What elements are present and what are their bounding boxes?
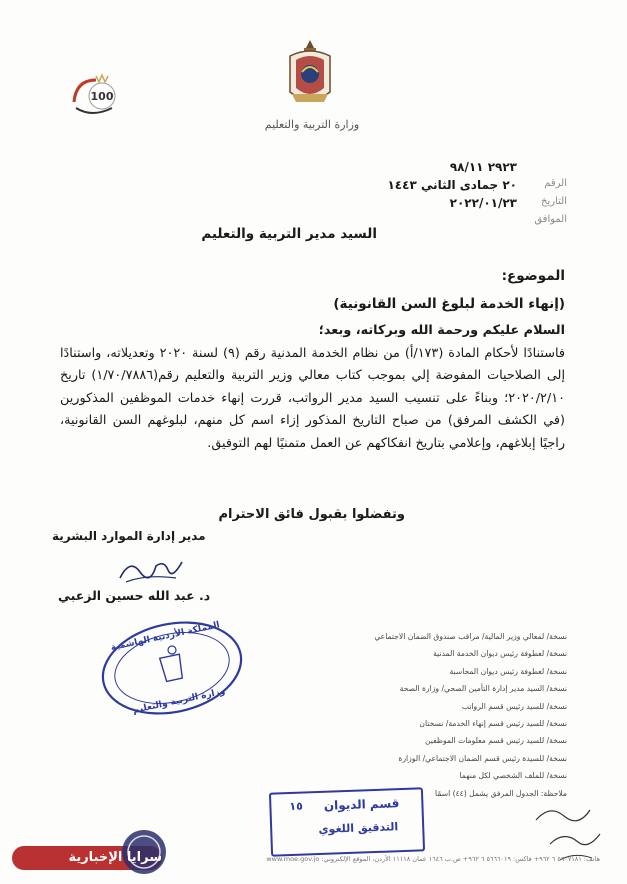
meta-date-row	[450, 196, 567, 210]
correspondence-label: الموافق	[534, 214, 567, 225]
cc-item: نسخة/ السيد مدير إدارة التأمين الصحي/ وزارة الصحة	[399, 684, 567, 694]
greeting: السلام عليكم ورحمة الله وبركاته، وبعد؛	[318, 323, 565, 338]
gregorian-date: ٢٠٢٢/٠١/٢٣	[449, 196, 517, 210]
addressee: السيد مدير التربية والتعليم	[201, 226, 377, 242]
centennial-number: 100	[90, 90, 114, 103]
cc-item: نسخة/ لمعالي وزير المالية/ مراقب صندوق الضمان الاجتماعي	[374, 632, 567, 641]
cc-item: نسخة/ للسيد رئيس قسم معلومات الموظفين	[425, 736, 567, 746]
diwan-stamp	[269, 787, 425, 856]
diwan-stamp-line2: التدقيق اللغوي	[318, 820, 399, 836]
number-label: الرقم	[544, 178, 567, 189]
cc-item: نسخة/ للسيد رئيس قسم الرواتب	[461, 701, 567, 711]
body-paragraph: فاستنادًا لأحكام المادة (١٧٣/أ) من نظام الخدمة المدنية رقم (٩) لسنة ٢٠٢٠ وتعديلاته، واستنادًا إلى الصلاحيات المفوضة إلي بموجب كتاب معالي وزير التربية والتعليم رقم(١/٧٠/٧٨٨٦) تاريخ ٢٠٢٠/٢/١٠؛ وبناءً على تنسيب السيد مدير الرواتب، قررت إنهاء خدمات الموظفين المذكورين (في الكشف المرفق) من صباح التاريخ المذكور إزاء اسم كل منهم، لبلوغهم السن القانونية، راجيًا إبلاغهم، وإعلامي بتاريخ انفكاكهم عن العمل متمنيًا لهم التوفيق.	[60, 345, 565, 451]
jordan-emblem-icon	[284, 38, 336, 110]
subject-label: الموضوع:	[501, 268, 565, 284]
meta-hijri-row	[387, 178, 567, 192]
stamp-inner-text: وزارة التربية والتعليم	[132, 686, 227, 716]
stamp-outer-text: المملكة الأردنية الهاشمية	[109, 620, 221, 654]
date-label: التاريخ	[541, 196, 567, 207]
cc-item: نسخة/ للملف الشخصي لكل منهما	[459, 771, 567, 781]
cc-item: نسخة/ لعطوفة رئيس ديوان الخدمة المدنية	[433, 649, 567, 659]
number-label	[527, 160, 567, 174]
signature-icon	[116, 552, 186, 588]
watermark-tag: وكالة أنباء	[66, 838, 91, 845]
cc-list	[267, 628, 567, 802]
number-value: ٢٩٢٣ ٩٨/١١	[449, 160, 517, 174]
footer-contact: هاتف: ٥٦٠٧١٨١ ٦ ٩٦٢+ فاكس: ٥٦٦٦٠١٩ ٦ ٩٦٢+ ص.ب ١٦٤٦ عمان ١١١١٨ الأردن، الموقع الإلكتروني: www.moe.gov.jo	[266, 855, 600, 863]
letter-body	[60, 320, 565, 456]
meta-correspondence-row	[527, 214, 567, 225]
cc-item: نسخة/ لعطوفة رئيس ديوان المحاسبة	[449, 666, 567, 676]
signer-title: مدير إدارة الموارد البشرية	[52, 529, 206, 543]
cc-item: نسخة/ للسيدة رئيس قسم الضمان الاجتماعي/ الوزارة	[398, 753, 567, 763]
hijri-date: ٢٠ جمادى الثاني ١٤٤٣	[387, 178, 517, 192]
closing: وتفضلوا بقبول فائق الاحترام	[218, 507, 405, 522]
diwan-stamp-line1: قسم الديوان	[323, 796, 400, 813]
centennial-logo-icon	[66, 70, 122, 120]
news-watermark	[8, 828, 168, 876]
cc-note: ملاحظة: الجدول المرفق يشمل (٤٤) اسمًا	[435, 788, 567, 798]
watermark-brand: سرايا الإخبارية	[68, 850, 162, 865]
cc-item: نسخة/ للسيد رئيس قسم إنهاء الخدمة/ نسختان	[419, 719, 567, 729]
official-stamp-icon	[98, 620, 246, 716]
ministry-logo-text: وزارة التربية والتعليم	[264, 118, 360, 131]
signer-name: د. عبد الله حسين الزعبي	[58, 588, 211, 603]
meta-number-row	[450, 160, 567, 174]
subject-text: (إنهاء الخدمة لبلوغ السن القانونية)	[333, 296, 565, 312]
diwan-stamp-number: ١٥	[289, 799, 304, 813]
